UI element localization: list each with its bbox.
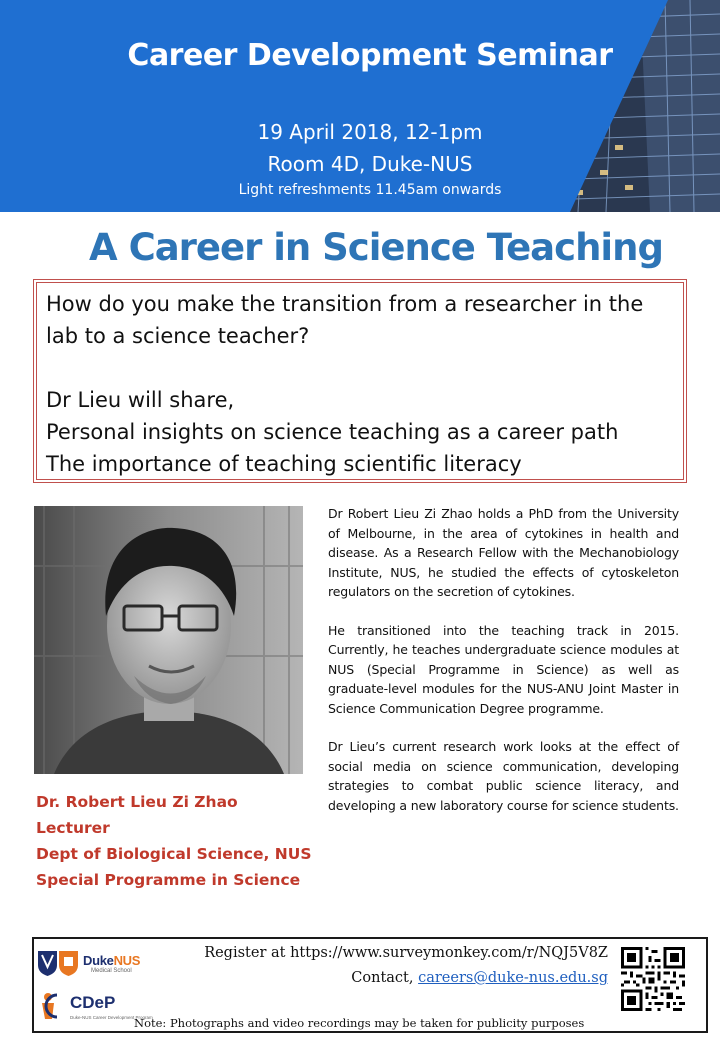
duke-nus-logo <box>37 949 142 979</box>
qr-code-icon[interactable] <box>621 946 685 1012</box>
contact-label: Contact, <box>351 970 414 986</box>
speaker-photo <box>34 506 303 774</box>
speaker-department: Dept of Biological Science, NUS <box>36 845 312 863</box>
bio-paragraph: Dr Robert Lieu Zi Zhao holds a PhD from the University of Melbourne, in the area of cytokines in health and disease. As a Research Fellow with the Mechanobiology Institute, NUS, he studied the effects of cytoskeleton regulators on the secretion of cytokines. <box>328 506 679 599</box>
footer-box <box>32 937 708 1033</box>
speaker-bio <box>328 504 679 834</box>
speaker-programme: Special Programme in Science <box>36 871 301 889</box>
contact-line <box>188 970 608 986</box>
duke-name: Duke <box>83 953 114 968</box>
talk-title: A Career in Science Teaching <box>89 226 663 269</box>
refreshments-note: Light refreshments 11.45am onwards <box>238 182 502 198</box>
cdep-subtitle: Duke-NUS Career Development Program <box>70 1015 153 1020</box>
intro-box <box>33 279 687 483</box>
speaker-details <box>36 789 326 893</box>
event-venue: Room 4D, Duke-NUS <box>267 152 473 176</box>
bio-paragraph: He transitioned into the teaching track in 2015. Currently, he teaches undergraduate science modules at NUS (Special Programme in Science) as well as graduate-level modules for the NUS-ANU Joint Master in Science Communication Degree programme. <box>328 622 679 716</box>
cdep-logo-icon <box>39 991 67 1021</box>
banner-ribbon <box>0 0 668 212</box>
seminar-series-title: Career Development Seminar <box>127 38 613 73</box>
event-date-time: 19 April 2018, 12-1pm <box>257 120 483 144</box>
intro-point: Personal insights on science teaching as a career path <box>46 420 619 444</box>
intro-question: How do you make the transition from a researcher in the lab to a science teacher? <box>46 292 644 348</box>
bio-paragraph: Dr Lieu’s current research work looks at the effect of social media on science communication, developing strategies to combat public science literacy, and developing a new laboratory course for science students. <box>328 739 679 813</box>
publicity-note: Note: Photographs and video recordings may be taken for publicity purposes <box>134 1016 585 1030</box>
speaker-role: Lecturer <box>36 819 110 837</box>
speaker-name: Dr. Robert Lieu Zi Zhao <box>36 793 238 811</box>
cdep-name: CDeP <box>70 993 116 1012</box>
contact-email-link[interactable]: careers@duke-nus.edu.sg <box>418 970 608 986</box>
header-banner <box>0 0 720 212</box>
registration-link[interactable]: Register at https://www.surveymonkey.com/r/NQJ5V8Z <box>204 945 608 961</box>
nus-name: NUS <box>113 953 141 968</box>
intro-point: The importance of teaching scientific literacy <box>46 452 522 476</box>
cdep-logo <box>39 991 153 1025</box>
duke-nus-shield-icon <box>37 949 81 977</box>
intro-lead: Dr Lieu will share, <box>46 388 235 412</box>
banner-graphic <box>0 0 720 212</box>
duke-subtitle: Medical School <box>91 968 132 974</box>
